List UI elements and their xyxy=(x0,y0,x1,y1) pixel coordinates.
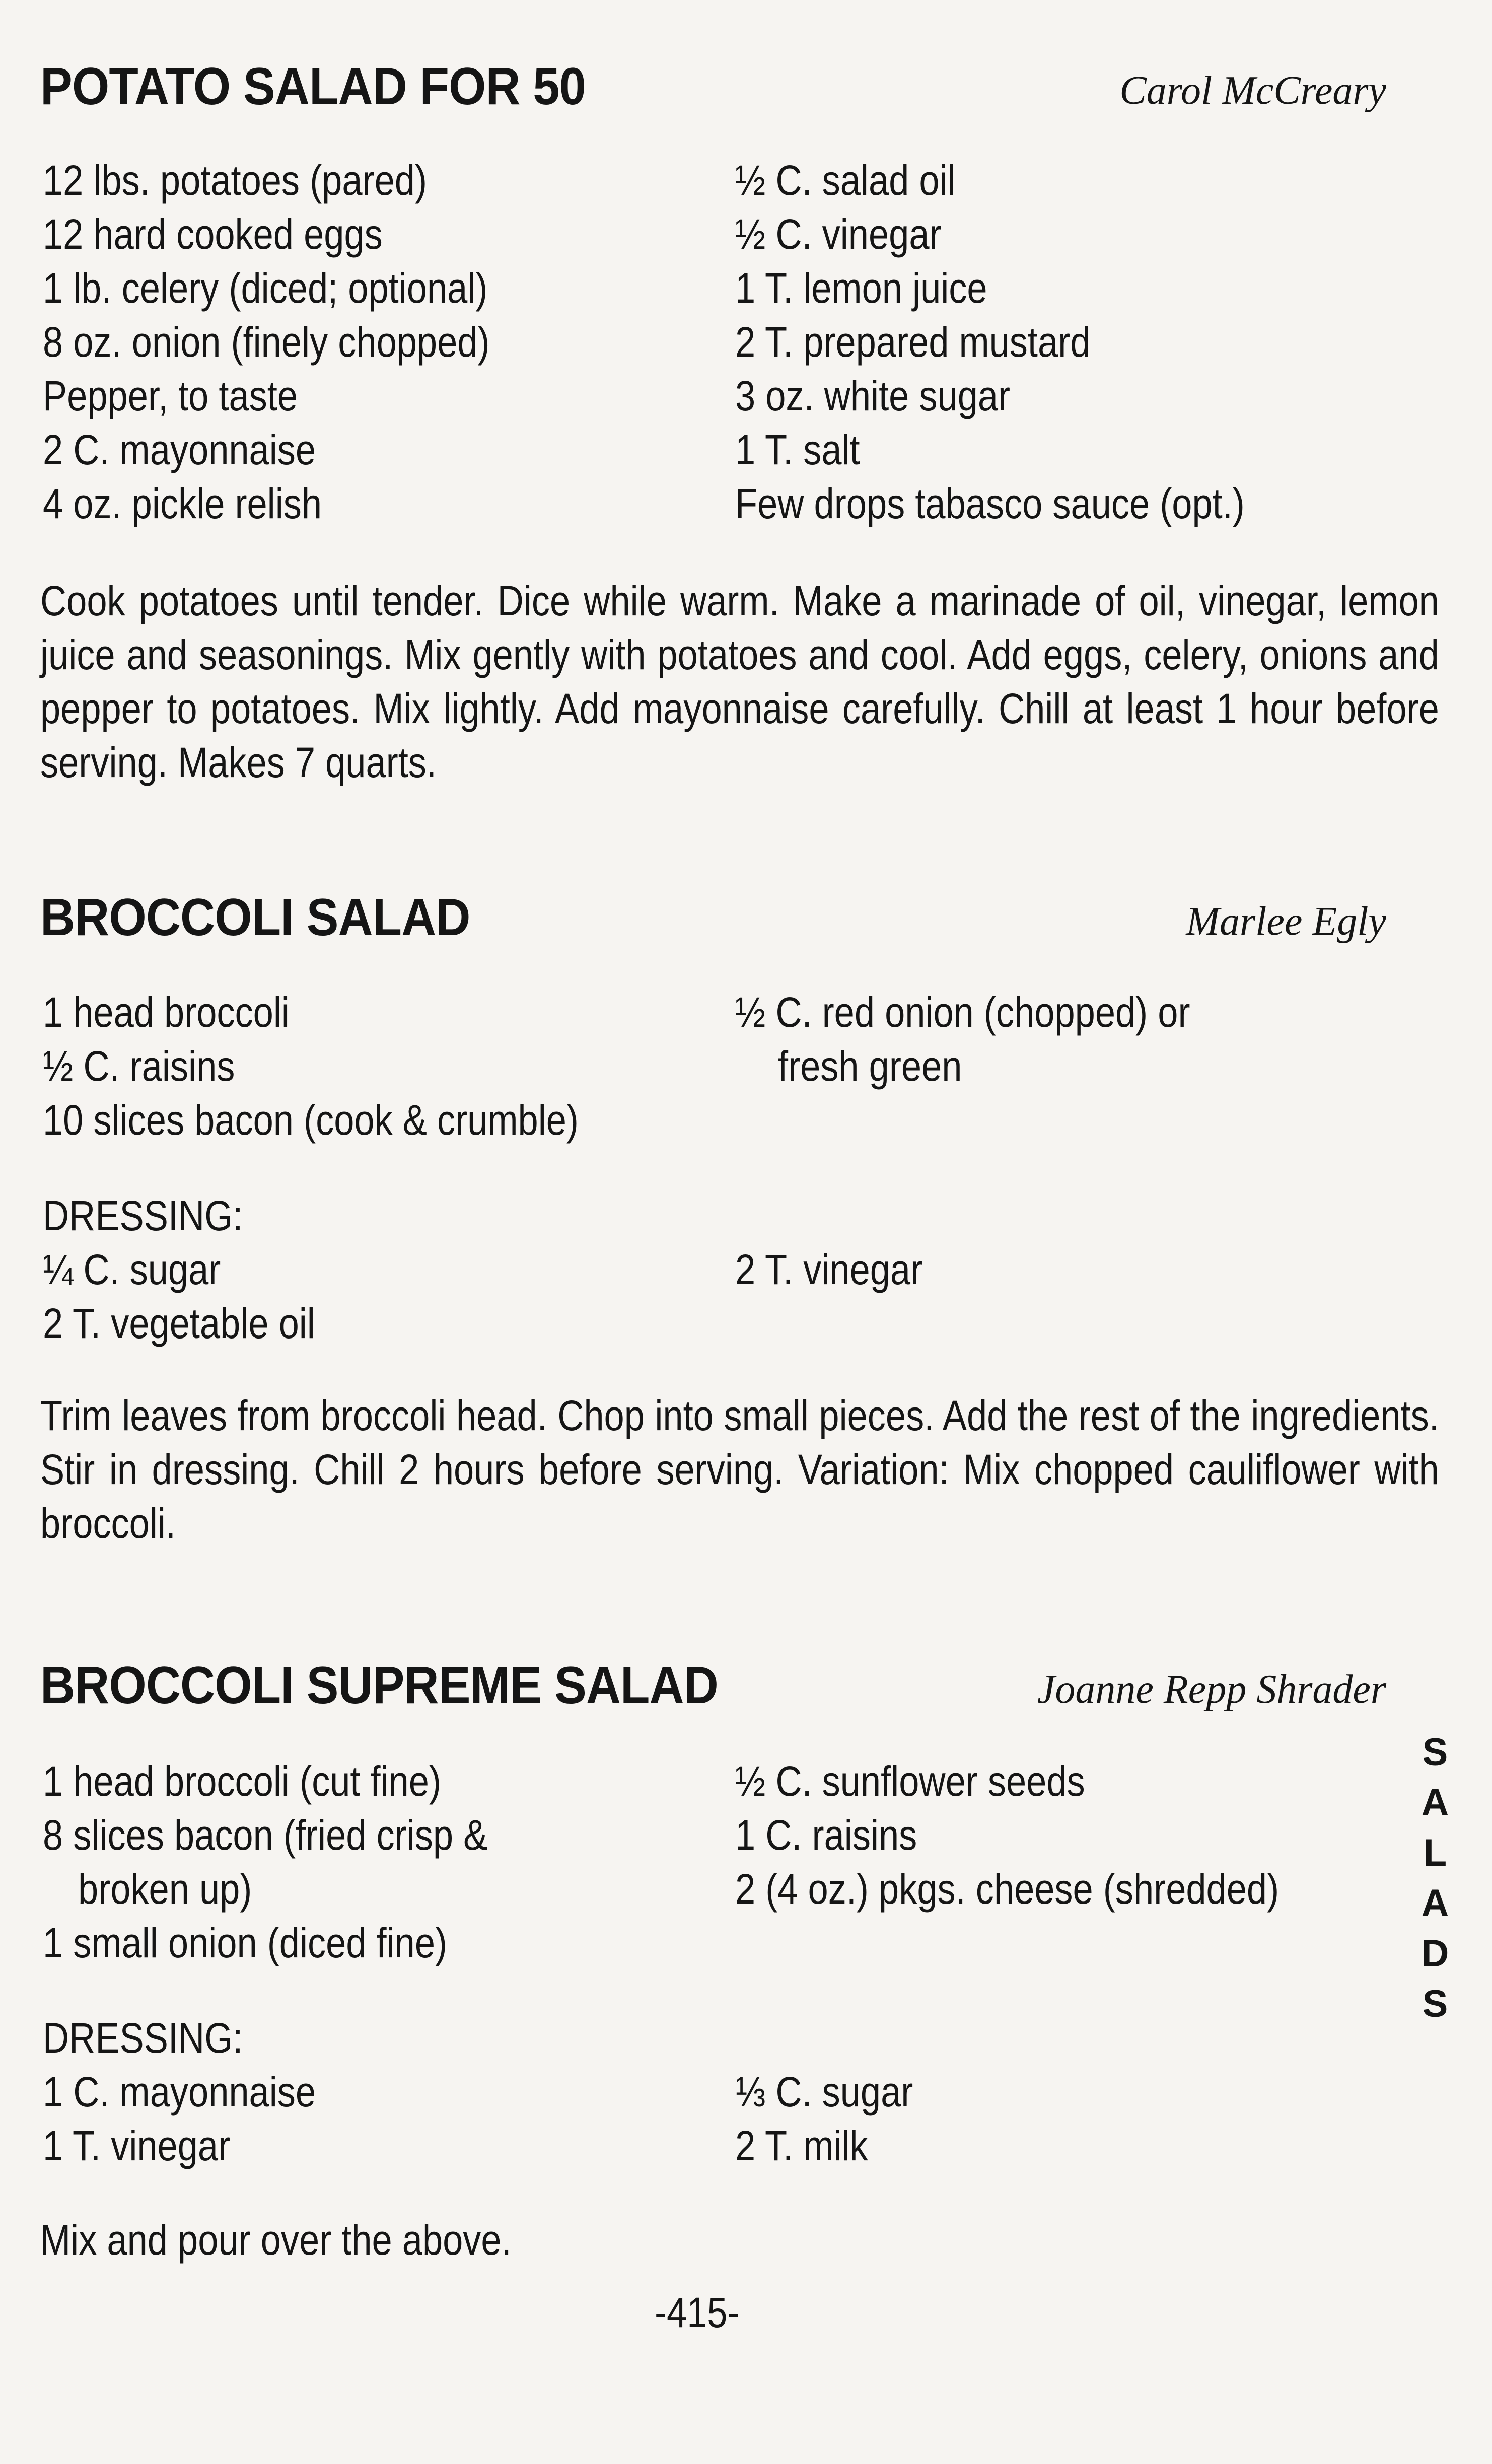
ingredient: 12 hard cooked eggs xyxy=(43,210,383,258)
recipe-title: BROCCOLI SALAD xyxy=(40,888,470,947)
ingredient: Few drops tabasco sauce (opt.) xyxy=(735,480,1245,527)
section-tab xyxy=(1415,1727,1455,2029)
ingredient: ½ C. vinegar xyxy=(735,210,942,258)
ingredient: 2 C. mayonnaise xyxy=(43,426,316,473)
ingredient: 1 C. raisins xyxy=(735,1811,917,1859)
ingredient: 2 (4 oz.) pkgs. cheese (shredded) xyxy=(735,1865,1280,1913)
ingredient: 2 T. milk xyxy=(735,2122,868,2169)
ingredient: 2 T. vinegar xyxy=(735,1246,923,1293)
dressing-label: DRESSING: xyxy=(43,1192,243,1239)
page-number: -415- xyxy=(655,2289,740,2336)
ingredient: 1 small onion (diced fine) xyxy=(43,1919,448,1966)
recipe-title: BROCCOLI SUPREME SALAD xyxy=(40,1656,718,1715)
ingredient: 1 lb. celery (diced; optional) xyxy=(43,264,488,312)
section-tab-letter: A xyxy=(1421,1781,1449,1824)
ingredient: ½ C. raisins xyxy=(43,1042,235,1090)
ingredient: 10 slices bacon (cook & crumble) xyxy=(43,1096,579,1144)
ingredient: ⅓ C. sugar xyxy=(735,2068,913,2116)
ingredient: 1 T. vinegar xyxy=(43,2122,231,2169)
ingredient: 1 head broccoli xyxy=(43,989,290,1036)
recipe-author: Carol McCreary xyxy=(1119,68,1386,113)
ingredient: 1 C. mayonnaise xyxy=(43,2068,316,2116)
recipe-directions: Mix and pour over the above. xyxy=(40,2216,512,2264)
recipe-directions: Trim leaves from broccoli head. Chop into small pieces. Add the rest of the ingredients. Stir in dressing. Chill 2 hours before serving. Variation: Mix chopped cauliflower with broccoli. xyxy=(40,1392,1439,1547)
ingredient: 2 T. vegetable oil xyxy=(43,1300,315,1347)
ingredient: 12 lbs. potatoes (pared) xyxy=(43,157,428,204)
ingredient: 2 T. prepared mustard xyxy=(735,318,1091,366)
ingredient: 8 oz. onion (finely chopped) xyxy=(43,318,490,366)
ingredient: ¼ C. sugar xyxy=(43,1246,221,1293)
recipe-title: POTATO SALAD FOR 50 xyxy=(40,57,586,116)
recipe-author: Joanne Repp Shrader xyxy=(1037,1667,1386,1712)
section-tab-letter: S xyxy=(1422,1731,1448,1774)
ingredient: ½ C. salad oil xyxy=(735,157,956,204)
section-tab-letter: A xyxy=(1421,1882,1449,1925)
ingredient: 1 T. lemon juice xyxy=(735,264,987,312)
recipe-directions: Cook potatoes until tender. Dice while warm. Make a marinade of oil, vinegar, lemon juice and seasonings. Mix gently with potatoes and cool. Add eggs, celery, onions and pepper to potatoes. Mix lightly. Add mayonnaise carefully. Chill at least 1 hour before serving. Makes 7 quarts. xyxy=(40,577,1439,786)
dressing-label: DRESSING: xyxy=(43,2014,243,2062)
ingredient: ½ C. sunflower seeds xyxy=(735,1757,1085,1805)
ingredient: broken up) xyxy=(78,1865,252,1913)
ingredient: 3 oz. white sugar xyxy=(735,372,1011,419)
ingredient: 1 T. salt xyxy=(735,426,860,473)
ingredient: 4 oz. pickle relish xyxy=(43,480,322,527)
section-tab-letter: S xyxy=(1422,1983,1448,2025)
section-tab-letter: D xyxy=(1421,1932,1449,1975)
ingredient: fresh green xyxy=(778,1042,962,1090)
ingredient: Pepper, to taste xyxy=(43,372,298,419)
section-tab-letter: L xyxy=(1423,1832,1447,1874)
ingredient: ½ C. red onion (chopped) or xyxy=(735,989,1190,1036)
ingredient: 1 head broccoli (cut fine) xyxy=(43,1757,442,1805)
ingredient: 8 slices bacon (fried crisp & xyxy=(43,1811,488,1859)
recipe-author: Marlee Egly xyxy=(1186,899,1386,944)
